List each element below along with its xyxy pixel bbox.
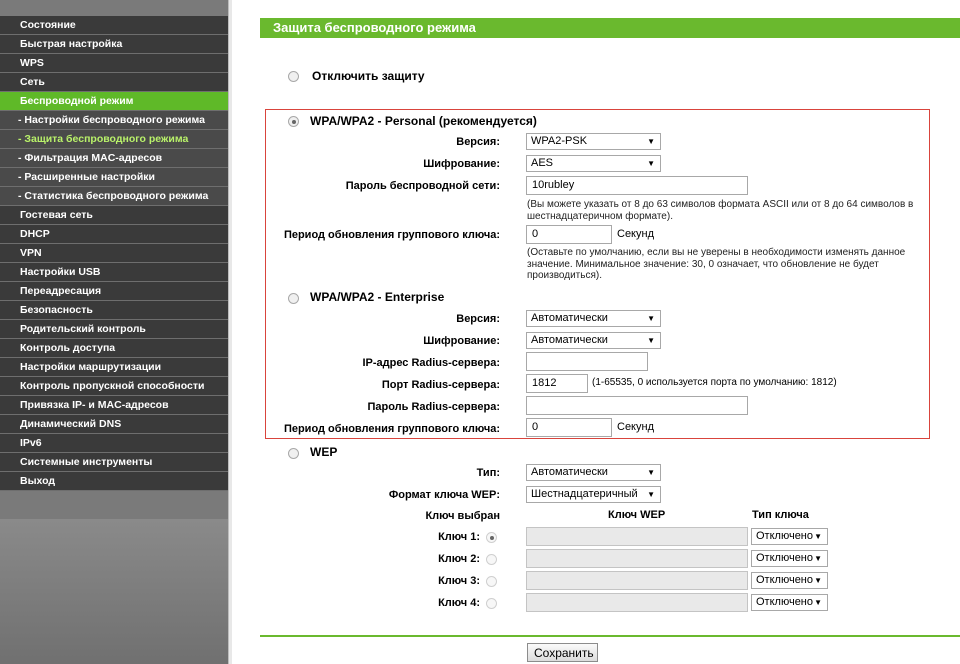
sidebar-item-routing[interactable]: Настройки маршрутизации <box>0 358 228 377</box>
wep-key1-input[interactable] <box>526 527 748 546</box>
wep-key4-radio[interactable] <box>486 598 497 609</box>
sidebar-item-ip-mac-binding[interactable]: Привязка IP- и MAC-адресов <box>0 396 228 415</box>
disable-security-radio[interactable] <box>288 71 299 82</box>
wep-key1-type-select[interactable] <box>751 528 828 545</box>
wep-key3-input[interactable] <box>526 571 748 590</box>
personal-encryption-select[interactable] <box>526 155 661 172</box>
personal-group-key-note <box>527 247 905 282</box>
dropdown-arrow-icon: ▼ <box>814 576 822 585</box>
wep-col-selected: Ключ выбран <box>425 510 500 522</box>
enterprise-group-key-unit: Секунд <box>617 421 654 433</box>
radius-port-note: (1-65535, 0 используется порта по умолчанию: 1812) <box>592 377 837 388</box>
wep-key4-label: Ключ 4: <box>438 597 480 609</box>
wep-label: WEP <box>310 445 338 459</box>
sidebar-item-mac-filtering[interactable]: - Фильтрация MAC-адресов <box>0 149 228 168</box>
radius-port-label: Порт Radius-сервера: <box>381 379 500 391</box>
wep-key2-type-value: Отключено <box>756 552 813 564</box>
enterprise-version-label: Версия: <box>456 313 500 325</box>
footer-divider <box>260 635 960 637</box>
sidebar-item-vpn[interactable]: VPN <box>0 244 228 263</box>
wep-key3-label: Ключ 3: <box>438 575 480 587</box>
sidebar-menu <box>0 0 228 664</box>
wep-format-value: Шестнадцатеричный <box>531 488 638 500</box>
dropdown-arrow-icon: ▼ <box>814 532 822 541</box>
sidebar-filler <box>0 519 228 664</box>
wpa-personal-label: WPA/WPA2 - Personal (рекомендуется) <box>310 114 537 128</box>
wpa-enterprise-label: WPA/WPA2 - Enterprise <box>310 290 445 304</box>
save-button[interactable]: Сохранить <box>527 643 598 662</box>
sidebar-item-usb[interactable]: Настройки USB <box>0 263 228 282</box>
wep-key4-input[interactable] <box>526 593 748 612</box>
personal-password-note-line2: шестнадцатеричном формате). <box>527 210 673 222</box>
personal-group-note-line1: (Оставьте по умолчанию, если вы не уверены в необходимости изменять данное <box>527 247 906 258</box>
page-title: Защита беспроводного режима <box>260 18 960 38</box>
personal-encryption-label: Шифрование: <box>423 158 500 170</box>
sidebar-item-dhcp[interactable]: DHCP <box>0 225 228 244</box>
wep-key4-type-select[interactable] <box>751 594 828 611</box>
dropdown-arrow-icon: ▼ <box>647 336 655 345</box>
personal-group-key-input[interactable]: 0 <box>526 225 612 244</box>
dropdown-arrow-icon: ▼ <box>814 598 822 607</box>
sidebar-item-wireless-security[interactable]: - Защита беспроводного режима <box>0 130 228 149</box>
wep-key2-input[interactable] <box>526 549 748 568</box>
sidebar-item-advanced[interactable]: - Расширенные настройки <box>0 168 228 187</box>
dropdown-arrow-icon: ▼ <box>647 468 655 477</box>
wep-key1-type-value: Отключено <box>756 530 813 542</box>
sidebar-item-network[interactable]: Сеть <box>0 73 228 92</box>
sidebar-item-forwarding[interactable]: Переадресация <box>0 282 228 301</box>
dropdown-arrow-icon: ▼ <box>647 314 655 323</box>
enterprise-encryption-label: Шифрование: <box>423 335 500 347</box>
wep-type-label: Тип: <box>476 467 500 479</box>
personal-version-select[interactable] <box>526 133 661 150</box>
personal-password-note <box>527 199 913 222</box>
sidebar-item-wireless[interactable]: Беспроводной режим <box>0 92 228 111</box>
sidebar-item-system-tools[interactable]: Системные инструменты <box>0 453 228 472</box>
wep-key3-radio[interactable] <box>486 576 497 587</box>
wep-key1-radio[interactable] <box>486 532 497 543</box>
personal-password-label: Пароль беспроводной сети: <box>345 180 500 192</box>
disable-security-label: Отключить защиту <box>312 69 425 83</box>
enterprise-version-value: Автоматически <box>531 312 608 324</box>
sidebar-divider <box>228 0 232 664</box>
dropdown-arrow-icon: ▼ <box>647 490 655 499</box>
personal-password-note-line1: (Вы можете указать от 8 до 63 символов формата ASCII или от 8 до 64 символов в <box>527 199 914 210</box>
radius-port-input[interactable]: 1812 <box>526 374 588 393</box>
sidebar-item-parental-control[interactable]: Родительский контроль <box>0 320 228 339</box>
sidebar-item-quick-setup[interactable]: Быстрая настройка <box>0 35 228 54</box>
wep-radio[interactable] <box>288 448 299 459</box>
wep-format-label: Формат ключа WEP: <box>388 489 500 501</box>
personal-encryption-value: AES <box>531 157 554 169</box>
sidebar-item-security[interactable]: Безопасность <box>0 301 228 320</box>
wpa-enterprise-radio[interactable] <box>288 293 299 304</box>
wep-type-select[interactable] <box>526 464 661 481</box>
dropdown-arrow-icon: ▼ <box>814 554 822 563</box>
sidebar-item-wireless-settings[interactable]: - Настройки беспроводного режима <box>0 111 228 130</box>
wep-format-select[interactable] <box>526 486 661 503</box>
wep-key3-type-value: Отключено <box>756 574 813 586</box>
enterprise-version-select[interactable] <box>526 310 661 327</box>
wep-key2-radio[interactable] <box>486 554 497 565</box>
personal-version-label: Версия: <box>456 136 500 148</box>
enterprise-group-key-label: Период обновления группового ключа: <box>283 423 500 435</box>
sidebar-item-wireless-stats[interactable]: - Статистика беспроводного режима <box>0 187 228 206</box>
enterprise-encryption-select[interactable] <box>526 332 661 349</box>
radius-ip-input[interactable] <box>526 352 648 371</box>
personal-group-note-line3: производиться). <box>527 270 602 281</box>
dropdown-arrow-icon: ▼ <box>647 137 655 146</box>
sidebar-item-ddns[interactable]: Динамический DNS <box>0 415 228 434</box>
sidebar-item-bandwidth-control[interactable]: Контроль пропускной способности <box>0 377 228 396</box>
sidebar-item-guest-network[interactable]: Гостевая сеть <box>0 206 228 225</box>
radius-password-input[interactable] <box>526 396 748 415</box>
personal-group-key-label: Период обновления группового ключа: <box>283 229 500 241</box>
enterprise-encryption-value: Автоматически <box>531 334 608 346</box>
enterprise-group-key-input[interactable]: 0 <box>526 418 612 437</box>
wep-key2-type-select[interactable] <box>751 550 828 567</box>
radius-password-label: Пароль Radius-сервера: <box>367 401 500 413</box>
sidebar-item-access-control[interactable]: Контроль доступа <box>0 339 228 358</box>
personal-group-key-unit: Секунд <box>617 228 654 240</box>
wep-key3-type-select[interactable] <box>751 572 828 589</box>
wep-col-key: Ключ WEP <box>608 509 666 521</box>
dropdown-arrow-icon: ▼ <box>647 159 655 168</box>
wep-type-value: Автоматически <box>531 466 608 478</box>
wpa-personal-radio[interactable] <box>288 116 299 127</box>
wep-col-type: Тип ключа <box>752 509 809 521</box>
personal-password-input[interactable]: 10rubley <box>526 176 748 195</box>
personal-group-note-line2: значение. Минимальное значение: 30, 0 означает, что обновление не будет <box>527 258 879 270</box>
sidebar-item-wps[interactable]: WPS <box>0 54 228 73</box>
sidebar-item-ipv6[interactable]: IPv6 <box>0 434 228 453</box>
wep-key4-type-value: Отключено <box>756 596 813 608</box>
radius-ip-label: IP-адрес Radius-сервера: <box>362 357 500 369</box>
wep-key2-label: Ключ 2: <box>438 553 480 565</box>
personal-version-value: WPA2-PSK <box>531 135 588 147</box>
sidebar-item-logout[interactable]: Выход <box>0 472 228 491</box>
wep-key1-label: Ключ 1: <box>438 531 480 543</box>
sidebar-item-status[interactable]: Состояние <box>0 16 228 35</box>
